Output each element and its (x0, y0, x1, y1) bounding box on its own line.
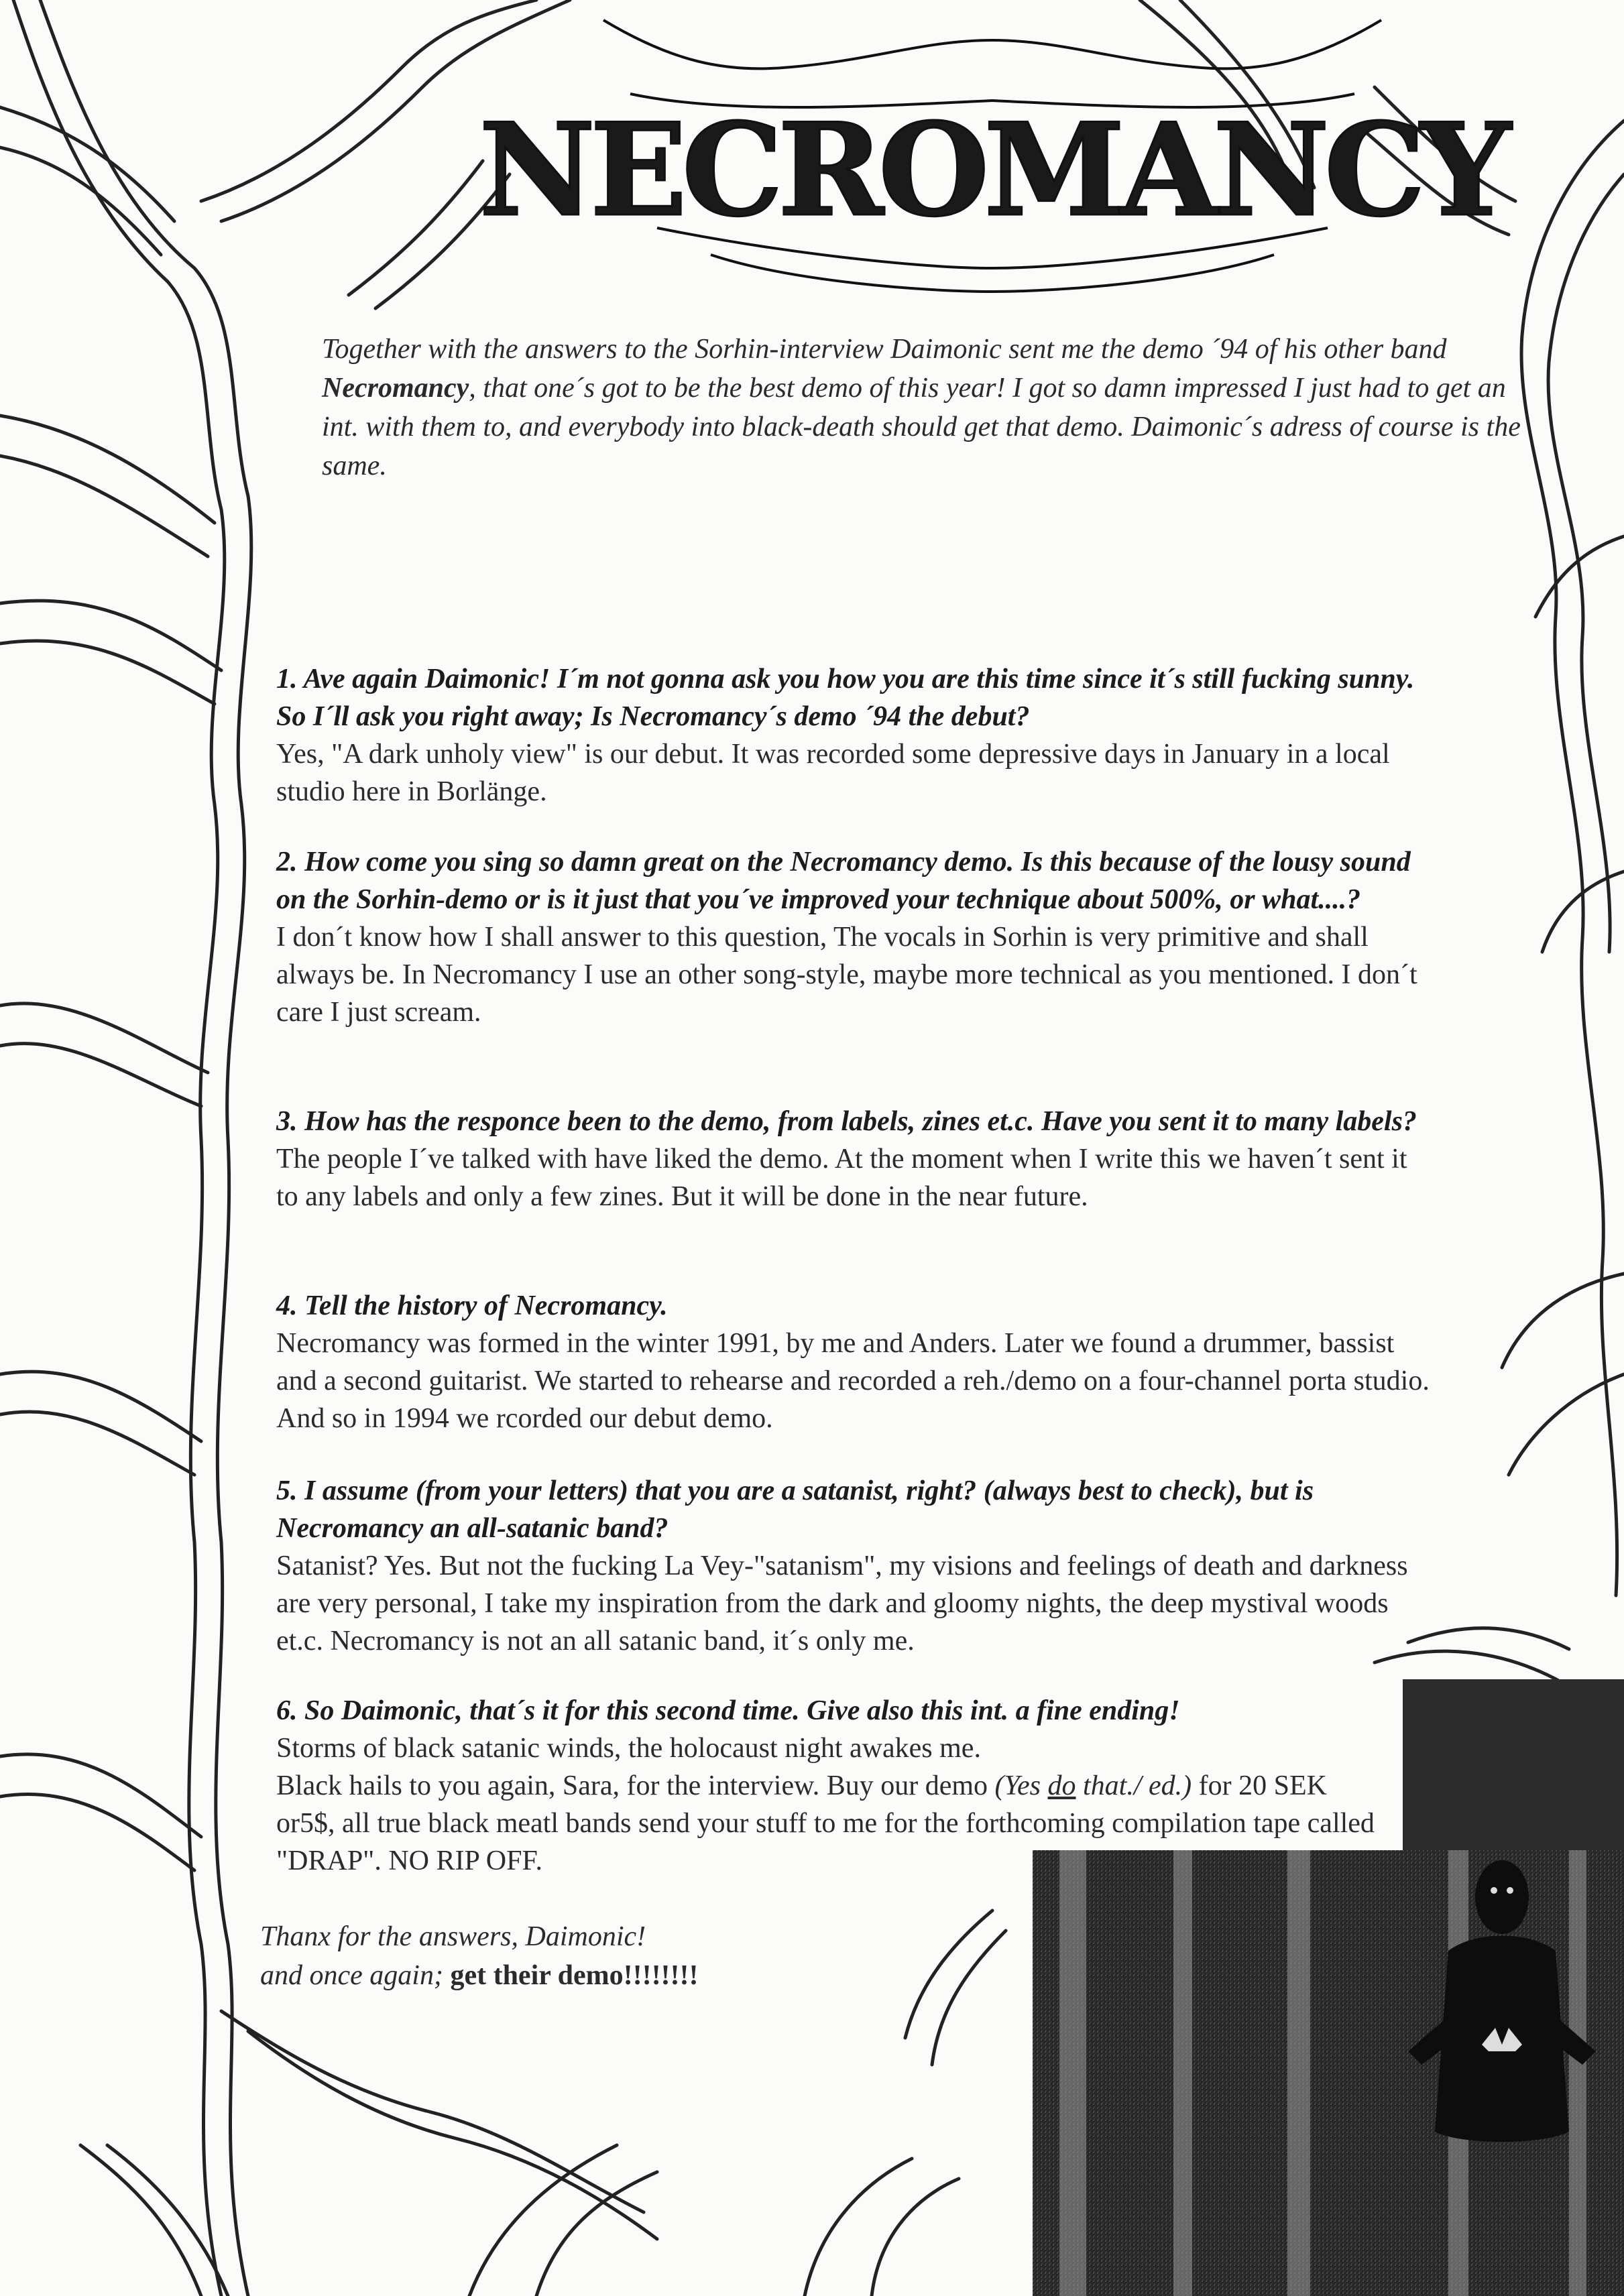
question-3: 3. How has the responce been to the demo, from labels, zines et.c. Have you sent it to many labels? (276, 1106, 1417, 1137)
question-5: 5. I assume (from your letters) that you are a satanist, right? (always best to check), but is Necromancy an all-satanic band? (276, 1475, 1314, 1544)
question-6: 6. So Daimonic, that´s it for this second time. Give also this int. a fine ending! (276, 1695, 1180, 1726)
outro-line-2: and once again; get their demo!!!!!!!! (260, 1960, 699, 1991)
answer-1: Yes, "A dark unholy view" is our debut. It was recorded some depressive days in January in a local studio here in Borlänge. (276, 739, 1390, 807)
answer-6-line-2: Black hails to you again, Sara, for the interview. Buy our demo (Yes do that./ ed.) for 20 SEK or5$, all true black meatl bands send your stuff to me for the forthcoming compilation tape called "DRAP". NO RIP OFF. (276, 1770, 1375, 1876)
logo-lettering (479, 95, 1513, 245)
answer-2: I don´t know how I shall answer to this question, The vocals in Sorhin is very primitive and shall always be. In Necromancy I use an other song-style, maybe more technical as you mentioned. I don´t care I just scream. (276, 922, 1417, 1028)
qa-block-2 (276, 843, 1430, 1031)
qa-block-3 (276, 1103, 1430, 1215)
band-photo (1033, 1850, 1624, 2296)
necromancy-logo (479, 13, 1506, 295)
answer-5: Satanist? Yes. But not the fucking La Vey-"satanism", my visions and feelings of death and darkness are very personal, I take my inspiration from the dark and gloomy nights, the deep mystival woods et.c. Necromancy is not an all satanic band, it´s only me. (276, 1551, 1408, 1656)
intro-text-2: , that one´s got to be the best demo of this year! I got so damn impressed I just had to get an int. with them to, and everybody into black-death should get that demo. Daimonic´s adress of course is the same. (322, 373, 1521, 481)
question-1: 1. Ave again Daimonic! I´m not gonna ask you how you are this time since it´s still fucking sunny. So I´ll ask you right away; Is Necromancy´s demo ´94 the debut? (276, 664, 1415, 732)
question-2: 2. How come you sing so damn great on the Necromancy demo. Is this because of the lousy sound on the Sorhin-demo or is it just that you´ve improved your technique about 500%, or what....? (276, 847, 1411, 915)
question-4: 4. Tell the history of Necromancy. (276, 1290, 668, 1321)
outro-callout: get their demo!!!!!!!! (450, 1960, 699, 1991)
intro-band-name: Necromancy (322, 373, 469, 404)
qa-block-1 (276, 660, 1430, 810)
svg-text:NECROMANCY: NECROMANCY (479, 95, 1506, 245)
answer-3: The people I´ve talked with have liked the demo. At the moment when I write this we haven´t sent it to any labels and only a few zines. But it will be done in the near future. (276, 1144, 1407, 1212)
answer-4: Necromancy was formed in the winter 1991, by me and Anders. Later we found a drummer, bassist and a second guitarist. We started to rehearse and recorded a reh./demo on a four-channel porta studio. And so in 1994 we rcorded our debut demo. (276, 1328, 1430, 1434)
qa-block-5 (276, 1472, 1430, 1660)
intro-paragraph (322, 330, 1522, 485)
outro-line-1: Thanx for the answers, Daimonic! (260, 1921, 646, 1952)
qa-block-4 (276, 1287, 1430, 1437)
answer-6-line-1: Storms of black satanic winds, the holocaust night awakes me. (276, 1733, 981, 1764)
outro (260, 1917, 998, 1995)
intro-text-1: Together with the answers to the Sorhin-interview Daimonic sent me the demo ´94 of his other band (322, 334, 1447, 365)
